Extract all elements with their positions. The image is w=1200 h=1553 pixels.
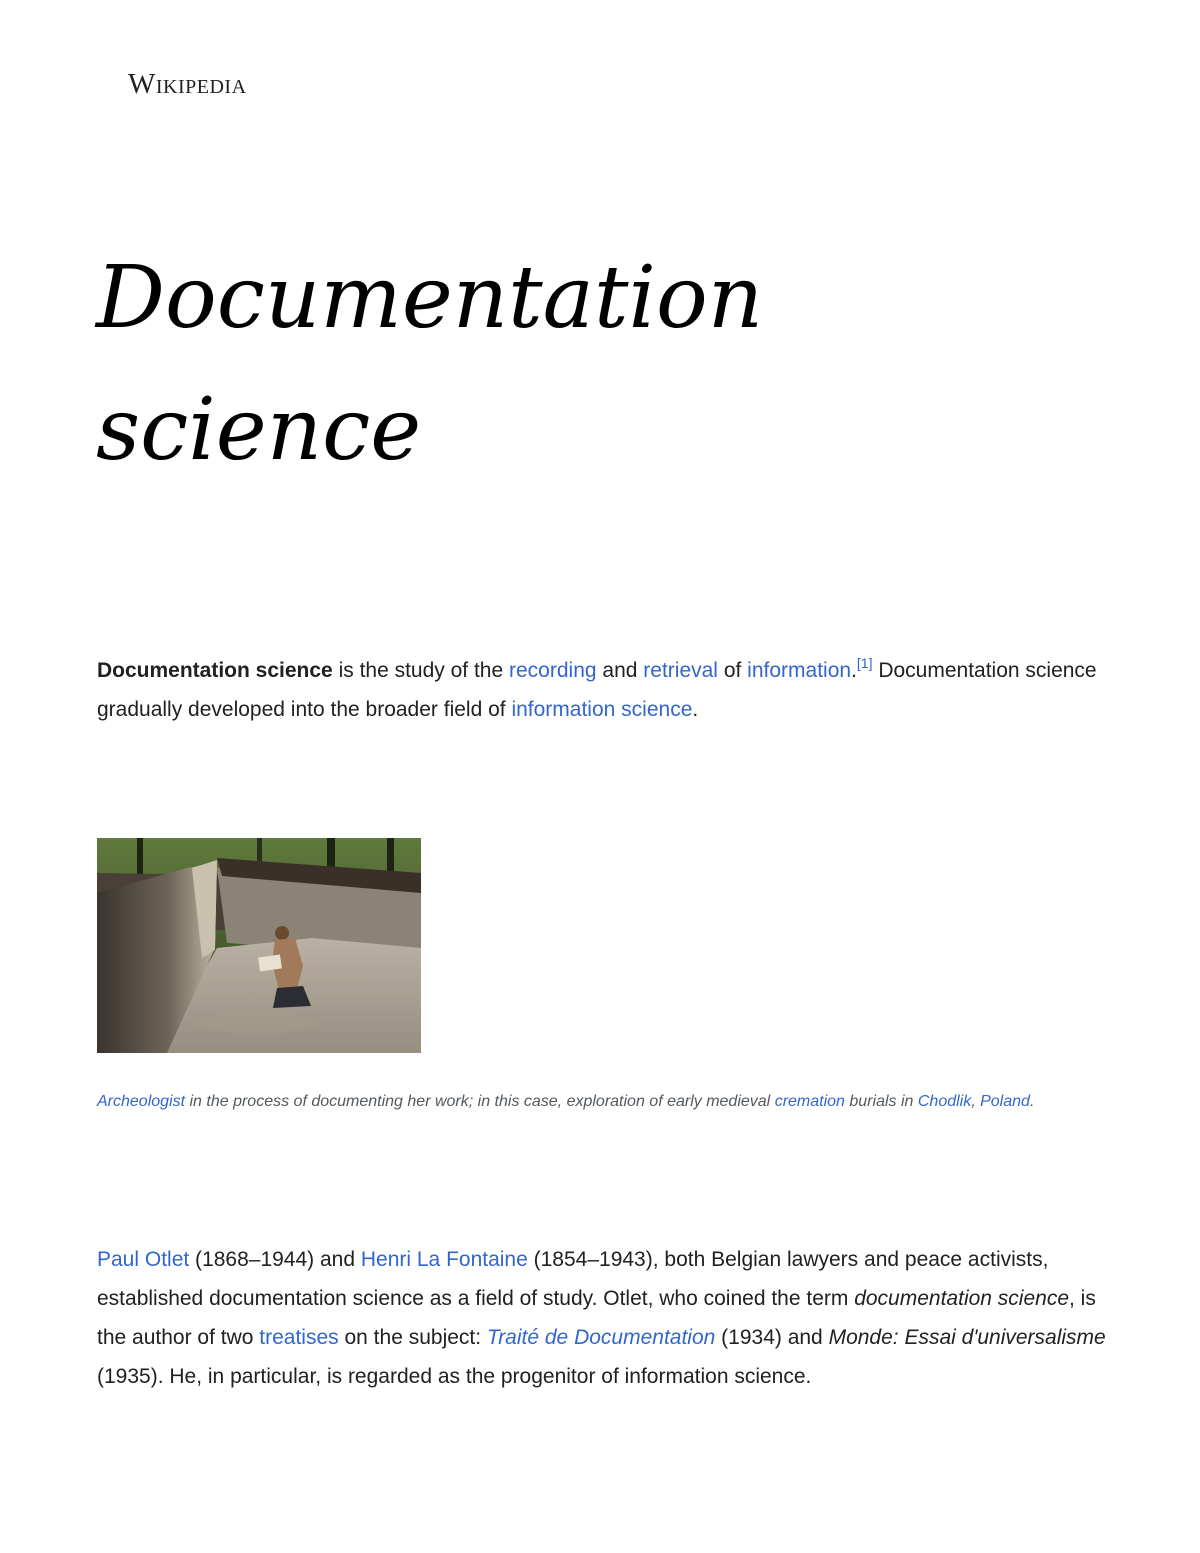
link-recording[interactable]: recording <box>509 659 597 682</box>
history-text: (1868–1944) and <box>189 1248 361 1271</box>
monde-title: Monde: Essai d'universalisme <box>828 1326 1106 1349</box>
history-text: (1934) and <box>715 1326 829 1349</box>
lead-bold-term: Documentation science <box>97 659 333 682</box>
reference-link[interactable]: [1] <box>856 655 873 671</box>
link-traite-de-documentation[interactable]: Traité de Documentation <box>486 1326 716 1349</box>
history-paragraph <box>97 1240 1107 1396</box>
photo-illustration <box>97 838 421 1053</box>
link-chodlik[interactable]: Chodlik <box>917 1093 972 1110</box>
link-henri-la-fontaine[interactable]: Henri La Fontaine <box>360 1248 528 1271</box>
history-text: (1854–1943), both Belgian lawyers and peace activists, established documentation science as a field of study. Otlet, who coined the term <box>97 1248 1049 1310</box>
lead-text: . <box>851 659 857 682</box>
figure-caption <box>97 1088 1077 1115</box>
caption-text: . <box>1029 1093 1035 1110</box>
link-information[interactable]: information <box>747 659 852 682</box>
page-title: Documentation science <box>96 248 764 480</box>
lead-text: and <box>596 659 644 682</box>
caption-text: in the process of documenting her work; in this case, exploration of early medieval <box>185 1093 775 1110</box>
link-poland[interactable]: Poland <box>980 1093 1030 1110</box>
link-retrieval[interactable]: retrieval <box>643 659 718 682</box>
link-archeologist[interactable]: Archeologist <box>97 1093 186 1110</box>
history-term: documentation science <box>854 1287 1070 1310</box>
lead-text: is the study of the <box>332 659 509 682</box>
history-text: , is the author of two <box>97 1287 1096 1349</box>
lead-text: . <box>692 698 699 721</box>
lead-text: Documentation science gradually developed into the broader field of <box>97 659 1097 721</box>
link-treatises[interactable]: treatises <box>259 1326 339 1349</box>
caption-text: burials in <box>844 1093 918 1110</box>
history-text: (1935). He, in particular, is regarded as the progenitor of information science. <box>97 1365 812 1388</box>
link-paul-otlet[interactable]: Paul Otlet <box>97 1248 190 1271</box>
caption-text: , <box>971 1093 981 1110</box>
history-text: on the subject: <box>338 1326 487 1349</box>
lead-text: of <box>717 659 748 682</box>
link-cremation[interactable]: cremation <box>774 1093 845 1110</box>
archeologist-photo[interactable] <box>97 838 421 1053</box>
link-information-science[interactable]: information science <box>511 698 693 721</box>
lead-paragraph <box>97 651 1107 729</box>
wikipedia-wordmark[interactable]: Wikipedia <box>128 68 247 100</box>
